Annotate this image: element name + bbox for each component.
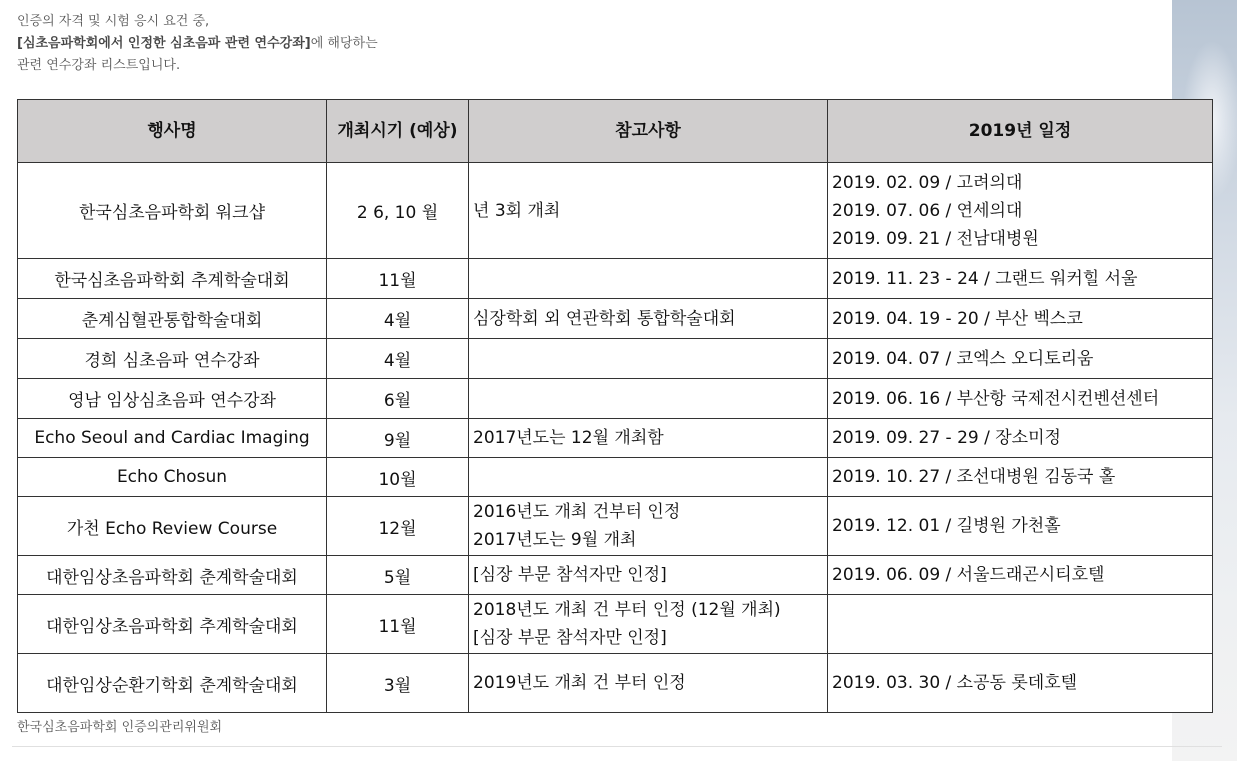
table-row (18, 556, 1213, 595)
schedule-line: 2019. 04. 07 / 코엑스 오디토리움 (832, 348, 1094, 369)
event-notes-cell (469, 595, 828, 654)
event-notes-cell (469, 163, 828, 259)
event-period-cell: 10월 (327, 458, 469, 497)
event-name-cell: Echo Chosun (18, 458, 327, 497)
note-line: [심장 부문 참석자만 인정] (473, 628, 667, 648)
event-notes-cell (469, 339, 828, 379)
event-period-cell: 11월 (327, 259, 469, 299)
schedule-line: 2019. 07. 06 / 연세의대 (832, 200, 1023, 221)
event-notes-cell (469, 259, 828, 299)
event-name-cell: 가천 Echo Review Course (18, 497, 327, 556)
event-name-cell: 영남 임상심초음파 연수강좌 (18, 379, 327, 419)
schedule-line: 2019. 09. 27 - 29 / 장소미정 (832, 428, 1061, 448)
event-schedule-cell (828, 339, 1213, 379)
event-schedule-cell (828, 259, 1213, 299)
event-schedule-cell (828, 299, 1213, 339)
event-schedule-cell (828, 497, 1213, 556)
table-row (18, 595, 1213, 654)
event-notes-cell (469, 556, 828, 595)
event-schedule-cell (828, 556, 1213, 595)
schedule-line: 2019. 11. 23 - 24 / 그랜드 워커힐 서울 (832, 268, 1138, 289)
event-notes-cell (469, 299, 828, 339)
schedule-line: 2019. 03. 30 / 소공동 롯데호텔 (832, 673, 1078, 693)
event-period-cell: 6월 (327, 379, 469, 419)
note-line: 심장학회 외 연관학회 통합학술대회 (473, 308, 736, 329)
note-line: 년 3회 개최 (473, 200, 561, 221)
event-name-cell: 대한임상초음파학회 춘계학술대회 (18, 556, 327, 595)
header-period-line1: 개최시기 (337, 121, 404, 141)
event-name-cell: 한국심초음파학회 추계학술대회 (18, 259, 327, 299)
event-name-cell: Echo Seoul and Cardiac Imaging (18, 419, 327, 458)
event-name-cell: 대한임상순환기학회 춘계학술대회 (18, 654, 327, 713)
event-name-cell: 경희 심초음파 연수강좌 (18, 339, 327, 379)
note-line: 2018년도 개최 건 부터 인정 (12월 개최) (473, 600, 781, 620)
event-period-cell: 12월 (327, 497, 469, 556)
events-table (17, 99, 1213, 713)
event-schedule-cell (828, 163, 1213, 259)
event-notes-cell (469, 379, 828, 419)
schedule-line: 2019. 06. 16 / 부산항 국제전시컨벤션센터 (832, 388, 1160, 409)
table-row (18, 654, 1213, 713)
table-row (18, 163, 1213, 259)
intro-line-2 (17, 33, 657, 55)
note-line: 2019년도 개최 건 부터 인정 (473, 673, 686, 693)
note-line: 2016년도 개최 건부터 인정 (473, 502, 681, 522)
note-line: 2017년도는 9월 개최 (473, 530, 637, 550)
intro-line-1: 인증의 자격 및 시험 응시 요건 중, (17, 14, 210, 29)
table-row (18, 379, 1213, 419)
footer-organization: 한국심초음파학회 인증의관리위원회 (17, 720, 223, 735)
schedule-line: 2019. 04. 19 - 20 / 부산 벡스코 (832, 308, 1083, 329)
event-period-cell: 11월 (327, 595, 469, 654)
schedule-line: 2019. 12. 01 / 길병원 가천홀 (832, 516, 1061, 536)
schedule-line: 2019. 10. 27 / 조선대병원 김동국 홀 (832, 467, 1116, 487)
table-row (18, 339, 1213, 379)
event-period-cell: 3월 (327, 654, 469, 713)
table-row (18, 419, 1213, 458)
event-period-cell: 2 6, 10 월 (327, 163, 469, 259)
intro-line-3: 관련 연수강좌 리스트입니다. (17, 58, 181, 73)
table-row (18, 259, 1213, 299)
footer-divider (12, 746, 1222, 747)
schedule-line: 2019. 09. 21 / 전남대병원 (832, 228, 1039, 249)
intro-line-2-strong: [심초음파학회에서 인정한 심초음파 관련 연수강좌] (17, 36, 311, 51)
note-line: 2017년도는 12월 개최함 (473, 428, 664, 448)
event-schedule-cell (828, 654, 1213, 713)
event-notes-cell (469, 654, 828, 713)
event-schedule-cell (828, 458, 1213, 497)
header-row (18, 100, 1213, 163)
event-name-cell: 한국심초음파학회 워크샵 (18, 163, 327, 259)
events-table-container (17, 99, 1212, 712)
event-period-cell: 4월 (327, 339, 469, 379)
event-notes-cell (469, 419, 828, 458)
event-schedule-cell (828, 595, 1213, 654)
header-event-name: 행사명 (18, 100, 327, 163)
table-header (18, 100, 1213, 163)
event-notes-cell (469, 458, 828, 497)
event-notes-cell (469, 497, 828, 556)
event-name-cell: 대한임상초음파학회 추계학술대회 (18, 595, 327, 654)
schedule-line: 2019. 02. 09 / 고려의대 (832, 172, 1023, 193)
table-row (18, 497, 1213, 556)
table-row (18, 299, 1213, 339)
table-row (18, 458, 1213, 497)
intro-text (17, 11, 657, 77)
event-schedule-cell (828, 419, 1213, 458)
intro-line-2-rest: 에 해당하는 (310, 36, 378, 51)
note-line: [심장 부문 참석자만 인정] (473, 565, 667, 585)
event-name-cell: 춘계심혈관통합학술대회 (18, 299, 327, 339)
table-body (18, 163, 1213, 713)
header-period (327, 100, 469, 163)
schedule-line: 2019. 06. 09 / 서울드래곤시티호텔 (832, 565, 1105, 585)
header-notes: 참고사항 (469, 100, 828, 163)
event-period-cell: 5월 (327, 556, 469, 595)
header-schedule: 2019년 일정 (828, 100, 1213, 163)
event-schedule-cell (828, 379, 1213, 419)
event-period-cell: 9월 (327, 419, 469, 458)
event-period-cell: 4월 (327, 299, 469, 339)
header-period-line2: (예상) (409, 121, 458, 141)
